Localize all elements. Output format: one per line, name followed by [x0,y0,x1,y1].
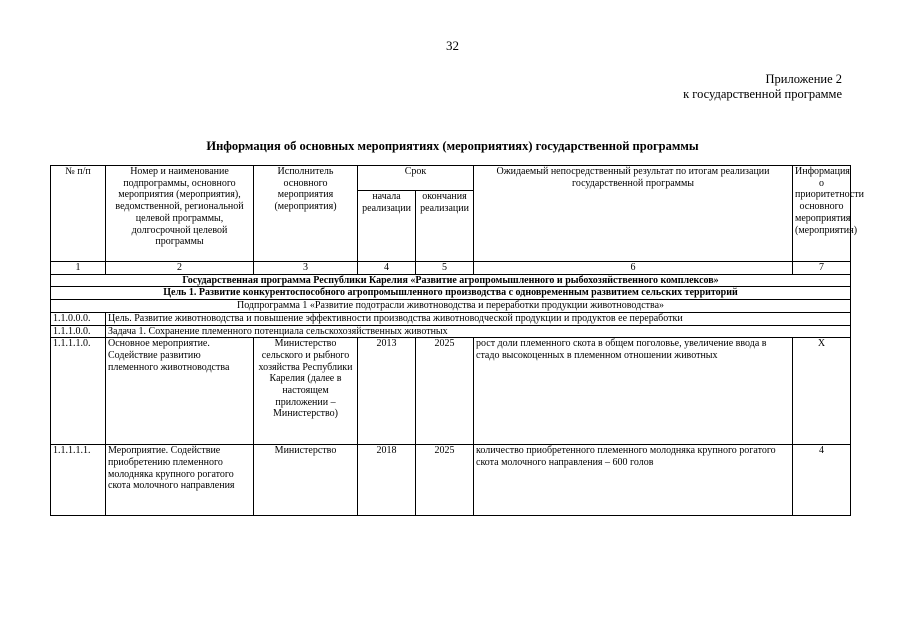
row-name: Основное мероприятие. Содействие развитию племенного животноводства [106,338,254,445]
row-start: 2013 [358,338,416,445]
row-end: 2025 [416,338,474,445]
header-executor: Исполнитель основного мероприятия (мероприятия) [254,166,358,262]
column-numbers-row [51,262,851,275]
row-num: 1.1.1.1.1. [51,445,106,516]
header-term-start: начала реализации [358,191,416,262]
table-row [51,338,851,445]
table-row [51,325,851,338]
row-priority: 4 [793,445,851,516]
row-result: количество приобретенного племенного молодняка крупного рогатого скота молочного направления – 600 голов [474,445,793,516]
header-result: Ожидаемый непосредственный результат по итогам реализации государственной программы [474,166,793,262]
row-priority: X [793,338,851,445]
program-title: Государственная программа Республики Карелия «Развитие агропромышленного и рыбохозяйственного комплексов» [51,274,851,287]
column-number: 2 [106,262,254,275]
goal-title: Цель 1. Развитие конкурентоспособного агропромышленного производства с одновременным развитием сельских территорий [51,287,851,300]
program-row [51,274,851,287]
row-text: Цель. Развитие животноводства и повышение эффективности производства животноводческой продукции и продуктов ее переработки [106,312,851,325]
column-number: 3 [254,262,358,275]
row-num: 1.1.1.1.0. [51,338,106,445]
header-term: Срок [358,166,474,191]
row-executor: Министерство сельского и рыбного хозяйства Республики Карелия (далее в настоящем приложении – Министерство) [254,338,358,445]
header-name: Номер и наименование подпрограммы, основного мероприятия (мероприятия), ведомственной, региональной целевой программы, долгосрочной целевой программы [106,166,254,262]
page-number: 32 [446,38,459,53]
header-row [51,166,851,191]
row-name: Мероприятие. Содействие приобретению племенного молодняка крупного рогатого скота молочного направления [106,445,254,516]
row-code: 1.1.1.0.0. [51,325,106,338]
row-text: Задача 1. Сохранение племенного потенциала сельскохозяйственных животных [106,325,851,338]
header-priority: Информация о приоритетности основного мероприятия (мероприятия) [793,166,851,262]
row-end: 2025 [416,445,474,516]
subprogram-row [51,300,851,313]
column-number: 1 [51,262,106,275]
appendix-note [683,72,842,102]
table-row [51,312,851,325]
column-number: 6 [474,262,793,275]
appendix-line-1: Приложение 2 [765,72,842,86]
measures-table [50,165,864,516]
table-row [51,445,851,516]
subprogram-title: Подпрограмма 1 «Развитие подотрасли животноводства и переработки продукции животноводства» [51,300,851,313]
goal-row [51,287,851,300]
row-result: рост доли племенного скота в общем поголовье, увеличение ввода в стадо высокоценных в племенном отношении животных [474,338,793,445]
row-code: 1.1.0.0.0. [51,312,106,325]
header-num: № п/п [51,166,106,262]
column-number: 5 [416,262,474,275]
document-title: Информация об основных мероприятиях (мероприятиях) государственной программы [206,139,699,153]
column-number: 7 [793,262,851,275]
row-executor: Министерство [254,445,358,516]
appendix-line-2: к государственной программе [683,87,842,101]
header-term-end: окончания реализации [416,191,474,262]
row-start: 2018 [358,445,416,516]
column-number: 4 [358,262,416,275]
